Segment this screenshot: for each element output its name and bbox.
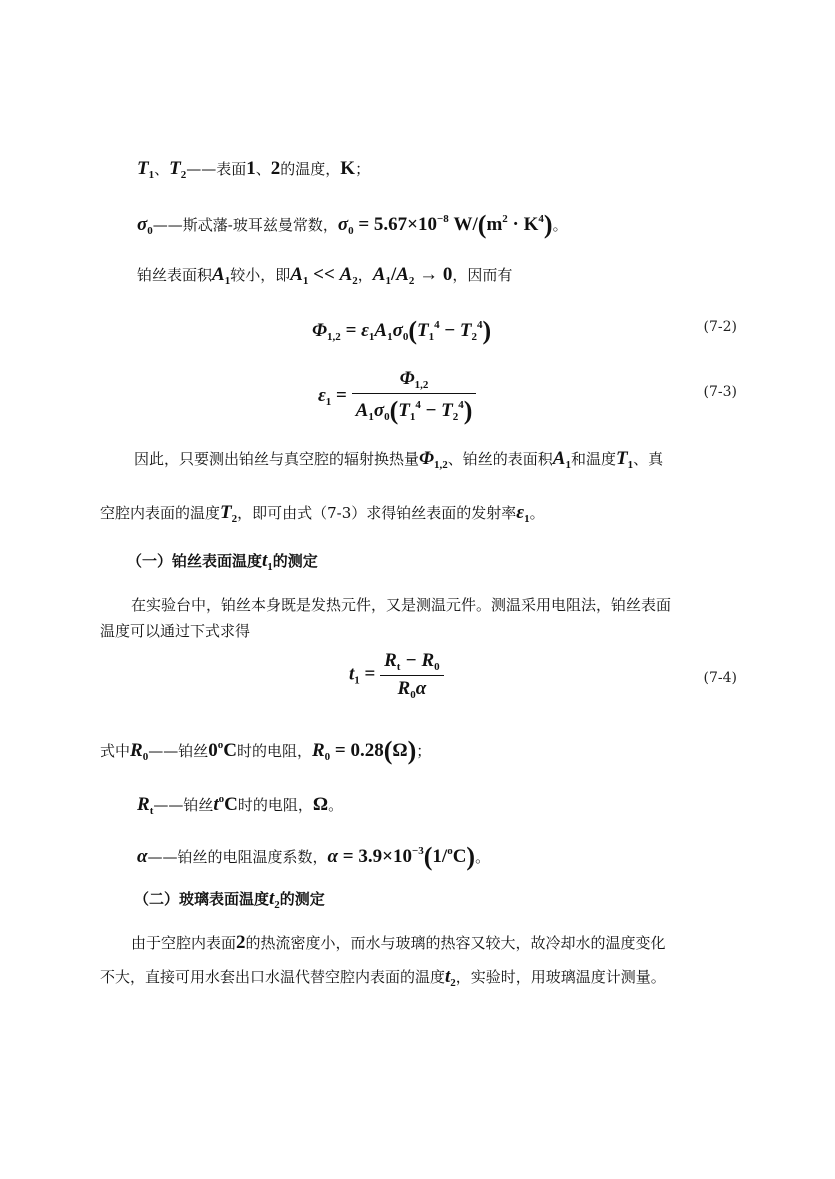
definition-rt: $R_t——$铂丝$t^oC$时的电阻，Ω。 <box>137 793 344 817</box>
equation-7-2: $\Phi_{1,2} = \varepsilon_1A_1\sigma_0(T_1^4 - T_2^4)$ <box>312 316 492 345</box>
area-relation-text: 铂丝表面积$A_1$较小，即$A_1 << A_2$，$A_1/A_2 \to 0$，因而有 <box>137 264 513 287</box>
paragraph-1-line-2: 空腔内表面的温度$T_2$，即可由式（7-3）求得铂丝表面的发射率$\varepsilon_1$。 <box>100 502 545 525</box>
definition-r0: 式中$R_0——$铂丝0$^o$C时的电阻，$R_0 = 0.28(\Omega)$； <box>100 736 432 765</box>
paragraph-2-line-1: 在实验台中，铂丝本身既是发热元件，又是测温元件。测温采用电阻法，铂丝表面 <box>131 596 672 614</box>
paragraph-3-line-1: 由于空腔内表面2的热流密度小，而水与玻璃的热容又较大，故冷却水的温度变化 <box>131 932 666 953</box>
section-heading-2: （二）玻璃表面温度$t_2$的测定 <box>134 888 325 911</box>
equation-number-7-2: (7-2) <box>703 319 737 335</box>
equation-7-3: $\varepsilon_1$ = $\frac{\Phi_{1,2}}{A_1\sigma_0(T_1^4 - T_2^4)}$ <box>318 368 476 426</box>
fraction-temperature: $\frac{R_t - R_0}{R_0\alpha}$ <box>380 650 444 701</box>
equation-number-7-4: (7-4) <box>703 670 737 686</box>
equation-number-7-3: (7-3) <box>703 384 737 400</box>
paragraph-1-line-1: 因此，只要测出铂丝与真空腔的辐射换热量$\Phi_{1,2}$、铂丝的表面积$A_1$和温度$T_1$、真 <box>134 448 664 471</box>
definition-alpha: α——铂丝的电阻温度系数，$\alpha = 3.9\times 10^{-3}(1/^oC)$。 <box>137 842 491 871</box>
symbol-definition-temperature: $T_1$、$T_2——$表面1、2的温度，K； <box>137 158 371 181</box>
symbol-definition-stefan-boltzmann: $\sigma_0——$斯忒藩-玻耳兹曼常数，$\sigma_0 = 5.67\times 10^{-8}$ $W/(m^2 \cdot K^4)$。 <box>137 210 568 239</box>
fraction-emissivity: $\frac{\Phi_{1,2}}{A_1\sigma_0(T_1^4 - T_2^4)}$ <box>352 368 477 426</box>
equation-7-4: $t_1$ = $\frac{R_t - R_0}{R_0\alpha}$ <box>349 650 444 701</box>
paragraph-2-line-2: 温度可以通过下式求得 <box>100 622 251 640</box>
paragraph-3-line-2: 不大，直接可用水套出口水温代替空腔内表面的温度$t_2$，实验时，用玻璃温度计测量。 <box>100 966 666 989</box>
section-heading-1: （一）铂丝表面温度$t_1$的测定 <box>127 550 318 573</box>
